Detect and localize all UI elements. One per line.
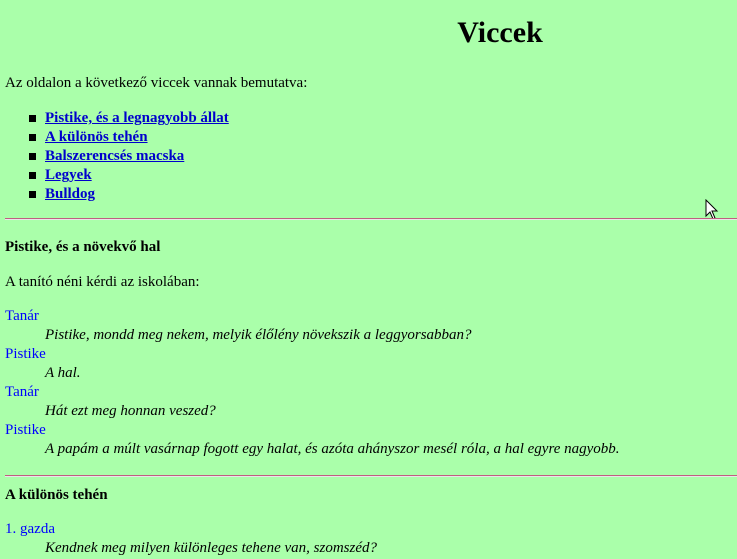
joke-title: Pistike, és a növekvő hal — [5, 239, 161, 255]
square-bullet-icon — [29, 153, 36, 160]
joke-intro: A tanító néni kérdi az iskolában: — [5, 274, 200, 290]
list-item — [0, 109, 229, 128]
page-title: Viccek — [457, 16, 543, 49]
joke-title: A különös tehén — [5, 487, 108, 503]
dialog-line: Hát ezt meg honnan veszed? — [45, 403, 216, 419]
divider — [5, 218, 737, 220]
square-bullet-icon — [29, 191, 36, 198]
square-bullet-icon — [29, 115, 36, 122]
joke-list — [0, 109, 229, 204]
dialog-line: Pistike, mondd meg nekem, melyik élőlény növekszik a leggyorsabban? — [45, 327, 472, 343]
speaker-name: 1. gazda — [5, 521, 55, 537]
speaker-name: Pistike — [5, 422, 46, 438]
list-item — [0, 128, 229, 147]
list-item — [0, 147, 229, 166]
joke-link[interactable]: Bulldog — [45, 186, 96, 202]
dialog-line: A papám a múlt vasárnap fogott egy halat, és azóta ahányszor mesél róla, a hal egyre nagyobb. — [45, 441, 620, 457]
intro-text: Az oldalon a következő viccek vannak bemutatva: — [5, 75, 308, 91]
dialog-line: A hal. — [45, 365, 81, 381]
square-bullet-icon — [29, 134, 36, 141]
list-item — [0, 166, 229, 185]
joke-link[interactable]: Legyek — [45, 167, 92, 183]
joke-link[interactable]: A különös tehén — [45, 129, 148, 145]
joke-dialog — [0, 307, 620, 459]
speaker-name: Pistike — [5, 346, 46, 362]
joke-link[interactable]: Balszerencsés macska — [45, 148, 185, 164]
dialog-line: Kendnek meg milyen különleges tehene van, szomszéd? — [45, 540, 377, 556]
square-bullet-icon — [29, 172, 36, 179]
joke-dialog — [0, 520, 377, 558]
joke-link[interactable]: Pistike, és a legnagyobb állat — [45, 110, 229, 126]
speaker-name: Tanár — [5, 384, 39, 400]
speaker-name: Tanár — [5, 308, 39, 324]
list-item — [0, 185, 229, 204]
divider — [5, 475, 737, 477]
